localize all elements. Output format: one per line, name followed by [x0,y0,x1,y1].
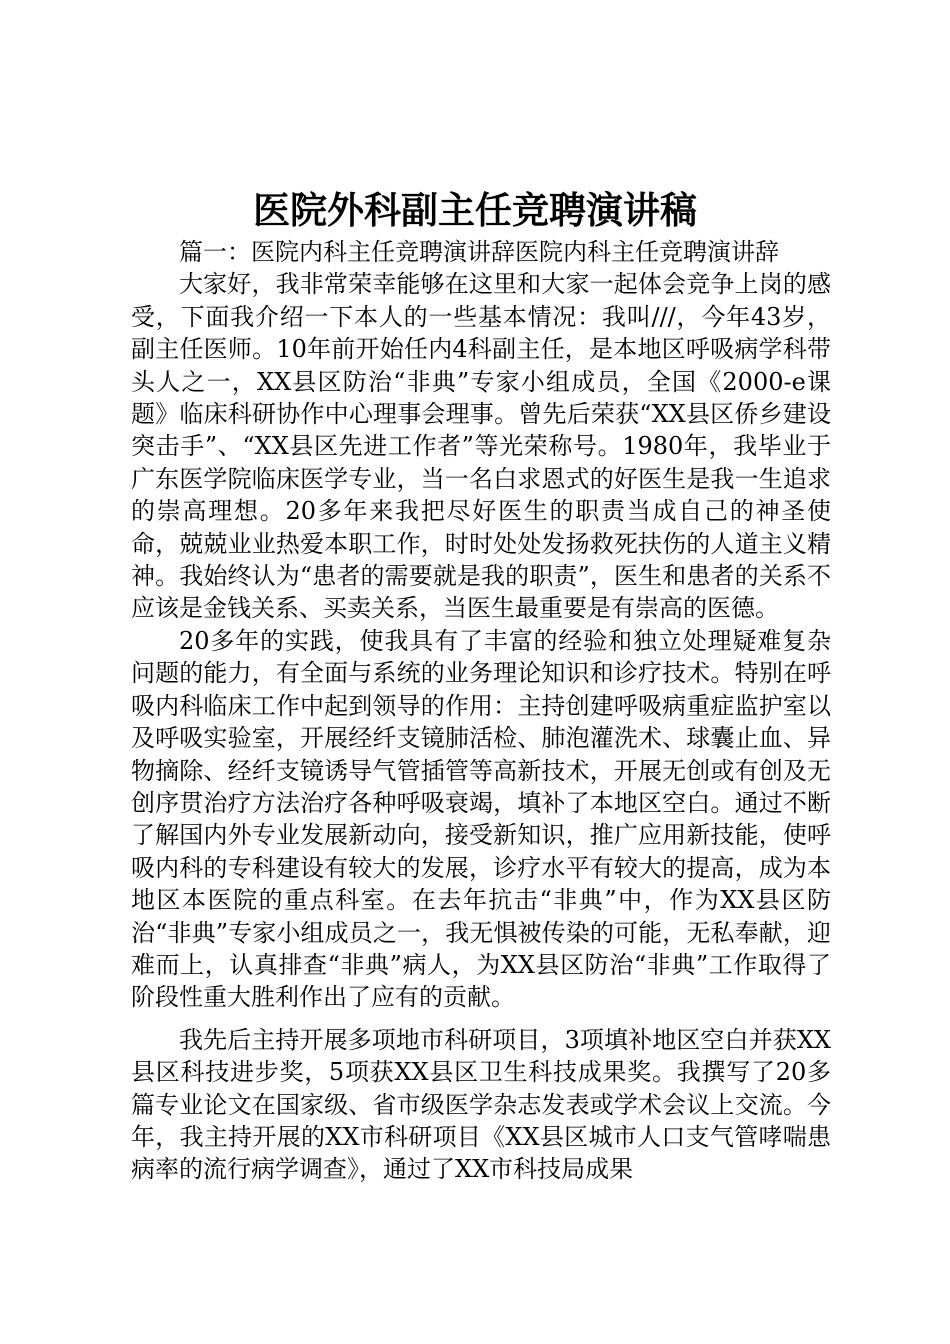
document-body [131,236,831,1186]
paragraph-intro: 大家好，我非常荣幸能够在这里和大家一起体会竞争上岗的感受，下面我介绍一下本人的一些基本情况：我叫///，今年43岁，副主任医师。10年前开始任内4科副主任，是本地区呼吸病学科带头人之一，XX县区防治“非典”专家小组成员，全国《2000-e课题》临床科研协作中心理事会理事。曾先后荣获“XX县区侨乡建设突击手”、“XX县区先进工作者”等光荣称号。1980年，我毕业于广东医学院临床医学专业，当一名白求恩式的好医生是我一生追求的崇高理想。20多年来我把尽好医生的职责当成自己的神圣使命，兢兢业业热爱本职工作，时时处处发扬救死扶伤的人道主义精神。我始终认为“患者的需要就是我的职责”，医生和患者的关系不应该是金钱关系、买卖关系，当医生最重要是有崇高的医德。 [131,270,831,623]
document-title: 医院外科副主任竞聘演讲稿 [253,188,697,232]
paragraph-heading: 篇一：医院内科主任竞聘演讲辞医院内科主任竞聘演讲辞 [179,238,779,266]
paragraph-research: 我先后主持开展多项地市科研项目，3项填补地区空白并获XX县区科技进步奖，5项获XX县区卫生科技成果奖。我撰写了20多篇专业论文在国家级、省市级医学杂志发表或学术会议上交流。今年，我主持开展的XX市科研项目《XX县区城市人口支气管哮喘患病率的流行病学调查》，通过了XX市科技局成果 [131,1025,831,1184]
paragraph-experience: 20多年的实践，使我具有了丰富的经验和独立处理疑难复杂问题的能力，有全面与系统的业务理论知识和诊疗技术。特别在呼吸内科临床工作中起到领导的作用：主持创建呼吸病重症监护室以及呼吸实验室，开展经纤支镜肺活检、肺泡灌洗术、球囊止血、异物摘除、经纤支镜诱导气管插管等高新技术，开展无创或有创及无创序贯治疗方法治疗各种呼吸衰竭，填补了本地区空白。通过不断了解国内外专业发展新动向，接受新知识，推广应用新技能，使呼吸内科的专科建设有较大的发展，诊疗水平有较大的提高，成为本地区本医院的重点科室。在去年抗击“非典”中，作为XX县区防治“非典”专家小组成员之一，我无惧被传染的可能，无私奉献，迎难而上，认真排查“非典”病人，为XX县区防治“非典”工作取得了阶段性重大胜利作出了应有的贡献。 [131,626,831,1012]
